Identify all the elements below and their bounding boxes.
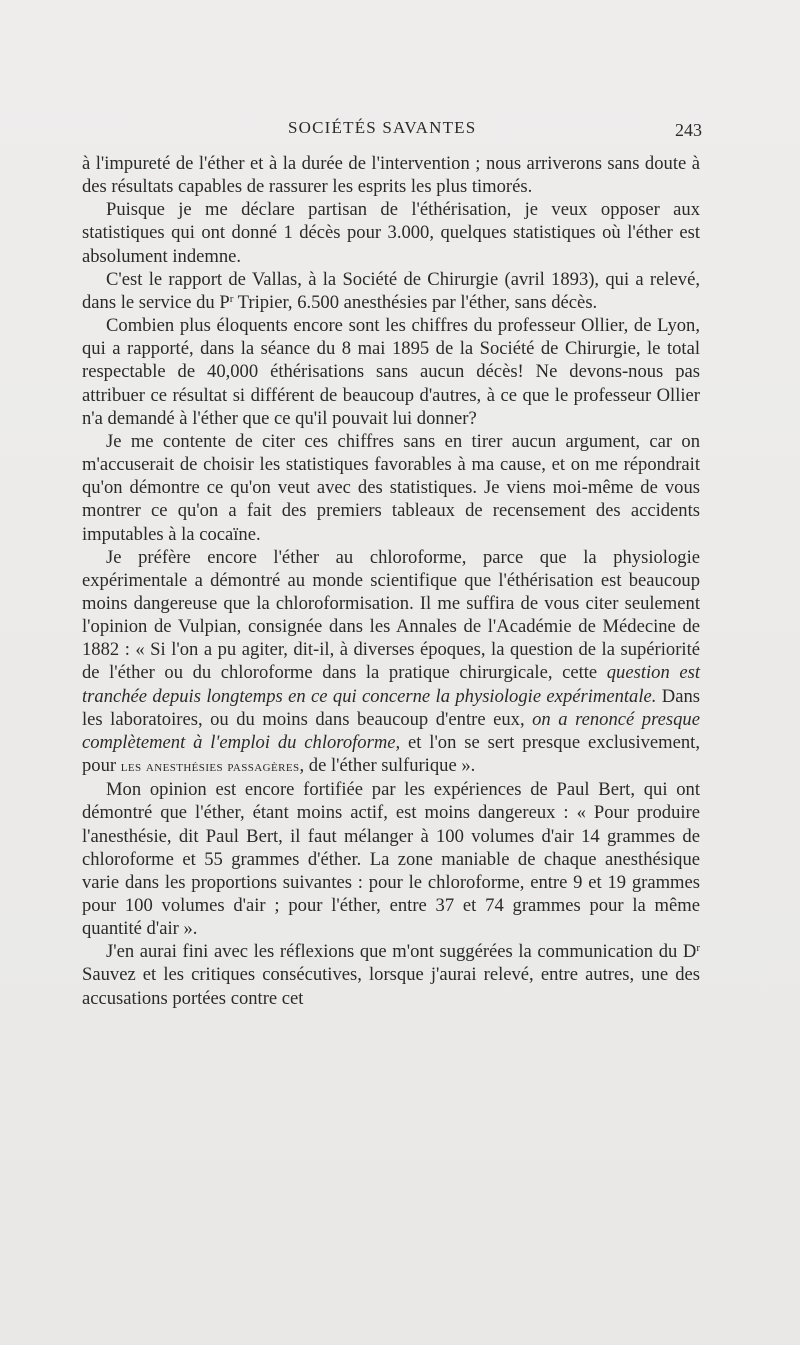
page-number: 243 — [675, 120, 702, 140]
superscript: r — [696, 942, 700, 955]
text-run: Dans les laboratoires, ou du moins dans beaucoup d'entre eux, — [82, 685, 700, 730]
italic-quote: question est tranchée depuis longtemps en ce qui concerne la physiologie expérimentale. — [82, 662, 700, 707]
superscript: r — [229, 292, 234, 305]
text-run: C'est le rapport de Vallas, à la Société de Chirurgie (avril 1893), qui a relevé, dans le service du P — [82, 268, 700, 313]
italic-quote: on a renoncé presque complètement à l'emploi du chloroforme, — [82, 708, 700, 753]
paragraph-paul-bert: Mon opinion est encore fortifiée par les expériences de Paul Bert, qui ont démontré que l'éther, étant moins actif, est moins dangereux : « Pour produire l'anesthésie, dit Paul Bert, il faut mélanger à 100 volumes d'air 14 grammes de chloroforme et 55 grammes d'éther. La zone maniable de chaque anesthésique varie dans les proportions suivantes : pour le chloroforme, entre 9 et 19 grammes pour 100 volumes d'air ; pour l'éther, entre 37 et 74 grammes pour la même quantité d'air ». — [82, 779, 700, 940]
text-run: , de l'éther sulfurique ». — [299, 755, 476, 777]
running-title: SOCIÉTÉS SAVANTES — [288, 118, 477, 137]
text-run: Je préfère encore l'éther au chloroforme, parce que la physiologie expérimentale a démontré au monde scientifique que l'éthérisation est beaucoup moins dangereuse que la chloroformisation. Il me suffira de vous citer seulement l'opinion de Vulpian, consignée dans les Annales de l'Académie de Médecine de 1882 : « Si l'on a pu agiter, dit-il, à diverses époques, la question de la supériorité de l'éther ou du chloroforme dans la pratique chirurgicale, cette — [82, 546, 700, 684]
body-text — [82, 152, 700, 1010]
paragraph-continuation: à l'impureté de l'éther et à la durée de l'intervention ; nous arriverons sans doute à des résultats capables de rassurer les esprits les plus timorés. — [82, 153, 700, 198]
paragraph-ollier: Combien plus éloquents encore sont les chiffres du professeur Ollier, de Lyon, qui a rapporté, dans la séance du 8 mai 1895 de la Société de Chirurgie, le total respectable de 40,000 éthérisations sans aucun décès! Ne devons-nous pas attribuer ce résultat si différent de beaucoup d'autres, à ce que le professeur Ollier n'a demandé à l'éther que ce qu'il pouvait lui donner? — [82, 315, 700, 429]
paragraph-etherisation: Puisque je me déclare partisan de l'éthérisation, je veux opposer aux statistiques qui ont donné 1 décès pour 3.000, quelques statistiques où l'éther est absolument indemne. — [82, 199, 700, 267]
text-run: Tripier, 6.500 anesthésies par l'éther, sans décès. — [233, 291, 598, 313]
text-run: J'en aurai fini avec les réflexions que m'ont suggérées la communication du D — [106, 941, 697, 963]
page-header — [82, 118, 702, 142]
paragraph-statistiques: Je me contente de citer ces chiffres sans en tirer aucun argument, car on m'accuserait de choisir les statistiques favorables à ma cause, et on me répondrait qu'on démontre ce qu'on veut avec des statistiques. Je viens moi-même de vous montrer ce qu'on a fait des premiers tableaux de recensement des accidents imputables à la cocaïne. — [82, 430, 700, 545]
paragraph-vallas — [82, 268, 700, 314]
text-run: et l'on se sert presque exclusivement, pour — [82, 731, 700, 777]
paragraph-sauvez — [82, 940, 700, 1009]
small-caps-text: les anesthésies passagères — [120, 758, 300, 776]
paragraph-vulpian — [82, 546, 700, 779]
text-run: Sauvez et les critiques consécutives, lorsque j'aurai relevé, entre autres, une des accusations portées contre cet — [82, 964, 700, 1009]
